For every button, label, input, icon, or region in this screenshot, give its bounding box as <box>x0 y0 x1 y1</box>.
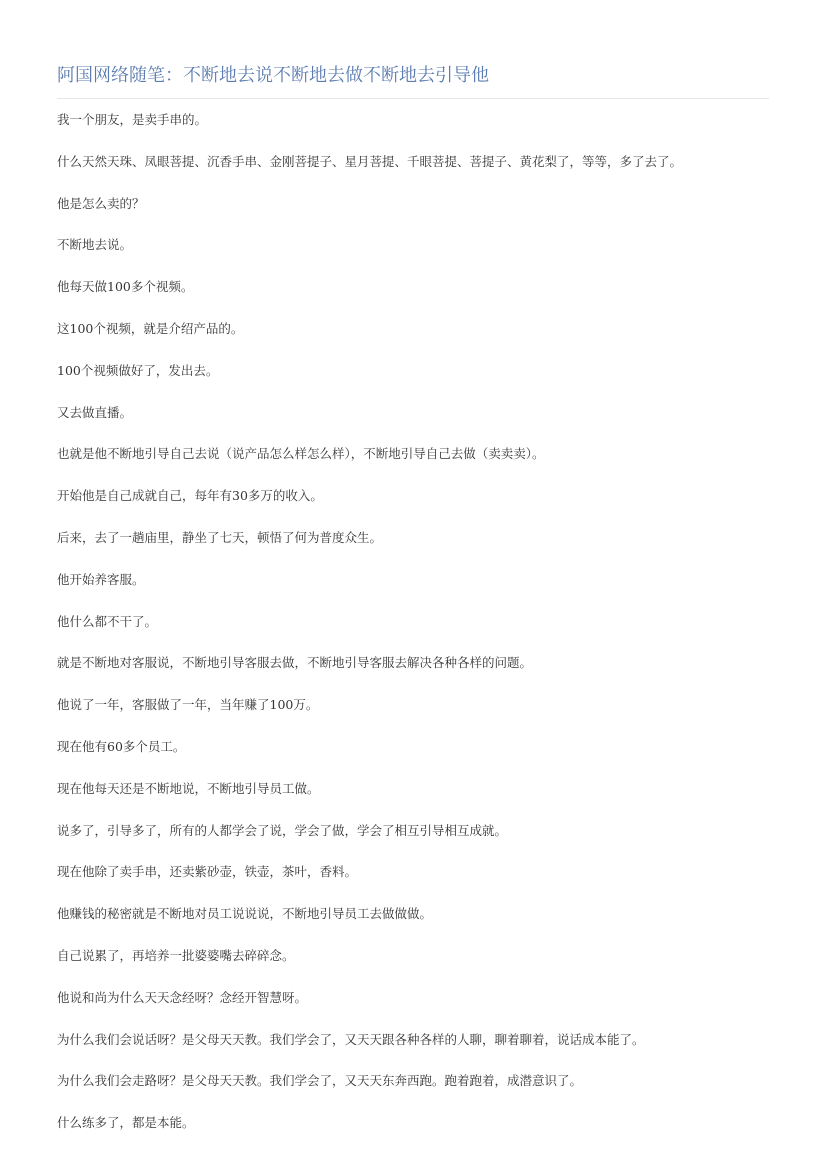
paragraph: 他说了一年，客服做了一年，当年赚了100万。 <box>57 697 319 713</box>
paragraph: 他赚钱的秘密就是不断地对员工说说说，不断地引导员工去做做做。 <box>57 906 433 922</box>
paragraph: 什么练多了，都是本能。 <box>57 1115 195 1131</box>
paragraph: 自己说累了，再培养一批婆婆嘴去碎碎念。 <box>57 947 295 963</box>
paragraph: 就是不断地对客服说，不断地引导客服去做，不断地引导客服去解决各种各样的问题。 <box>57 655 533 671</box>
paragraph: 他说和尚为什么天天念经呀？念经开智慧呀。 <box>57 989 308 1005</box>
paragraph: 说多了，引导多了，所有的人都学会了说，学会了做，学会了相互引导相互成就。 <box>57 822 508 838</box>
paragraph: 又去做直播。 <box>57 404 133 420</box>
paragraph: 他是怎么卖的？ <box>57 195 145 211</box>
paragraph: 他什么都不干了。 <box>57 613 158 629</box>
paragraph: 现在他有60多个员工。 <box>57 738 186 754</box>
paragraph: 后来，去了一趟庙里，静坐了七天，顿悟了何为普度众生。 <box>57 529 383 545</box>
paragraph: 这100个视频，就是介绍产品的。 <box>57 320 244 336</box>
paragraph: 开始他是自己成就自己，每年有30多万的收入。 <box>57 488 323 504</box>
paragraph: 什么天然天珠、凤眼菩提、沉香手串、金刚菩提子、星月菩提、千眼菩提、菩提子、黄花梨了，等等，多了去了。 <box>57 153 683 169</box>
article-title: 阿国网络随笔：不断地去说不断地去做不断地去引导他 <box>57 62 769 99</box>
paragraph: 我一个朋友，是卖手串的。 <box>57 112 208 127</box>
paragraph: 不断地去说。 <box>57 237 133 253</box>
paragraph: 他每天做100多个视频。 <box>57 279 194 295</box>
paragraph: 他开始养客服。 <box>57 571 145 587</box>
paragraph: 为什么我们会说话呀？是父母天天教。我们学会了，又天天跟各种各样的人聊，聊着聊着，说话成本能了。 <box>57 1031 645 1047</box>
paragraph: 现在他除了卖手串，还卖紫砂壶，铁壶，茶叶，香料。 <box>57 864 358 880</box>
paragraph: 现在他每天还是不断地说，不断地引导员工做。 <box>57 780 320 796</box>
paragraph: 也就是他不断地引导自己去说（说产品怎么样怎么样），不断地引导自己去做（卖卖卖）。 <box>57 446 545 462</box>
article-body <box>57 99 769 1144</box>
paragraph: 为什么我们会走路呀？是父母天天教。我们学会了，又天天东奔西跑。跑着跑着，成潜意识了。 <box>57 1073 583 1089</box>
article <box>57 62 769 1144</box>
paragraph: 100个视频做好了，发出去。 <box>57 362 219 378</box>
